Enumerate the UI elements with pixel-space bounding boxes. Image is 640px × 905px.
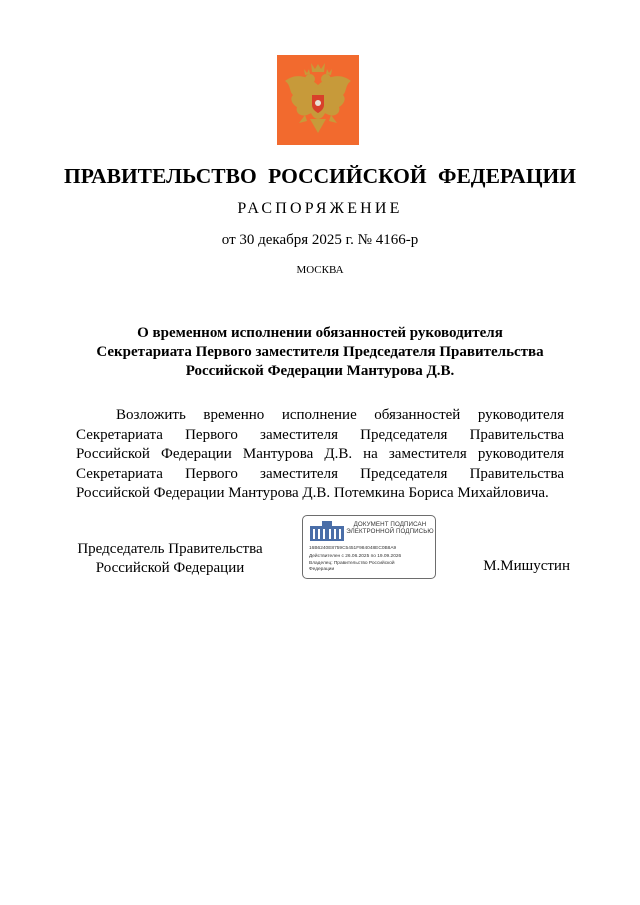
body-line: Секретариата Первого заместителя Председателя Правительства: [76, 465, 564, 482]
document-body: [76, 406, 564, 504]
stamp-validity: Действителен с 26.06.2025 по 19.09.2026: [309, 554, 402, 559]
stamp-certificate-serial: 16B6240E8759C5451F984048EC0B8A9: [309, 546, 397, 551]
subject-line: О временном исполнении обязанностей руководителя: [137, 325, 503, 341]
stamp-title: [345, 521, 435, 536]
document-city: МОСКВА: [296, 264, 344, 276]
stamp-title-line: ЭЛЕКТРОННОЙ ПОДПИСЬЮ: [346, 528, 434, 536]
body-line: Российской Федерации Мантурова Д.В. Потемкина Бориса Михайловича.: [76, 485, 549, 501]
signatory-position-line: Председатель Правительства: [77, 541, 263, 557]
body-line: Секретариата Первого заместителя Председателя Правительства: [76, 426, 564, 443]
russian-coat-of-arms-icon: [277, 55, 359, 145]
stamp-owner-line: Федерации: [309, 567, 335, 572]
document-date-number: от 30 декабря 2025 г. № 4166-р: [221, 232, 419, 248]
document-type: РАСПОРЯЖЕНИЕ: [237, 200, 403, 217]
stamp-title-line: ДОКУМЕНТ ПОДПИСАН: [353, 521, 427, 528]
subject-line: Российской Федерации Мантурова Д.В.: [185, 363, 455, 379]
subject-line: Секретариата Первого заместителя Председателя Правительства: [96, 344, 544, 360]
body-line: Возложить временно исполнение обязанностей руководителя: [116, 407, 564, 423]
signatory-position: [70, 540, 270, 578]
stamp-owner-line: Владелец: Правительство Российской: [309, 561, 395, 566]
government-building-icon: [308, 520, 346, 542]
government-title: ПРАВИТЕЛЬСТВО РОССИЙСКОЙ ФЕДЕРАЦИИ: [63, 164, 576, 188]
document-subject: [70, 324, 570, 381]
signatory-name: М.Мишустин: [483, 558, 570, 574]
stamp-owner: [309, 561, 435, 573]
signatory-position-line: Российской Федерации: [95, 560, 245, 576]
electronic-signature-stamp: [302, 515, 436, 579]
body-line: Российской Федерации Мантурова Д.В. на заместителя руководителя: [76, 446, 564, 462]
